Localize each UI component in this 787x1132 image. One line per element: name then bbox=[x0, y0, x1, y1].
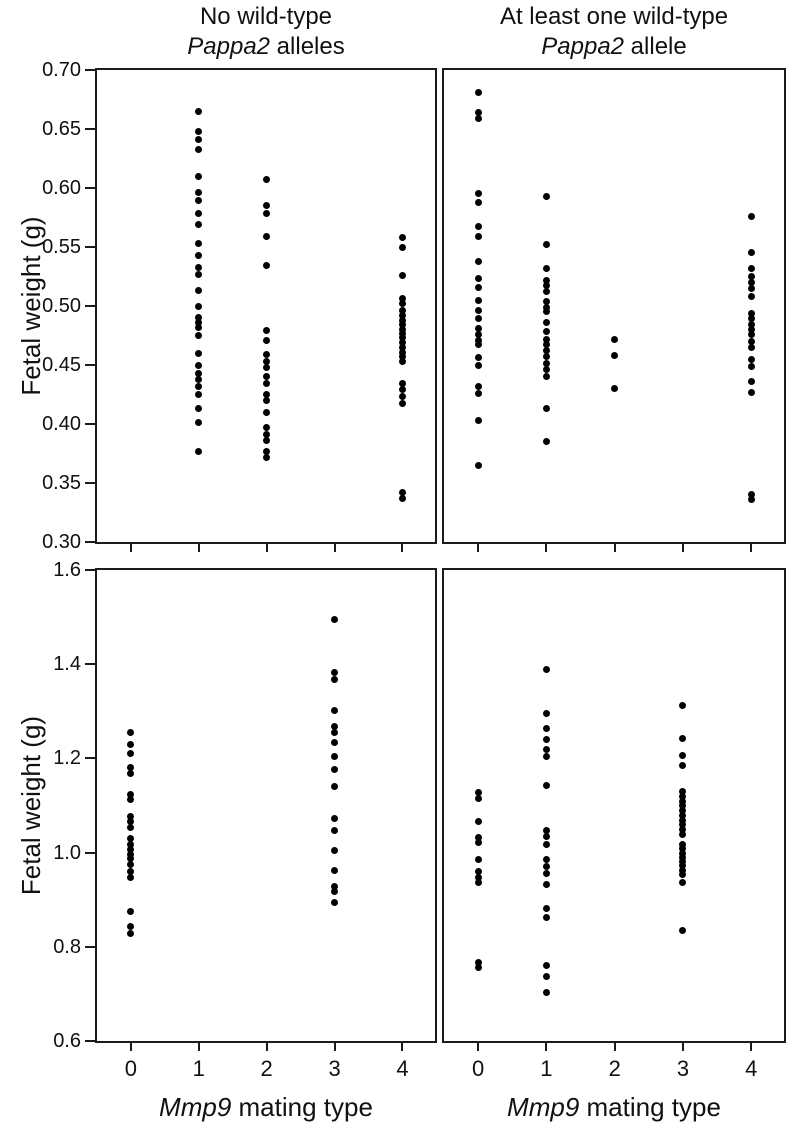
y-tick-label: 1.4 bbox=[53, 653, 81, 676]
data-point bbox=[475, 383, 482, 390]
data-point bbox=[331, 783, 338, 790]
data-point bbox=[748, 213, 755, 220]
y-tick bbox=[85, 541, 95, 543]
y-tick-label: 0.6 bbox=[53, 1030, 81, 1052]
data-point bbox=[543, 881, 550, 888]
data-point bbox=[127, 908, 134, 915]
y-tick-label: 0.50 bbox=[42, 295, 81, 317]
y-tick-label: 0.55 bbox=[42, 236, 81, 258]
y-tick-label: 1.2 bbox=[53, 747, 81, 770]
x-tick bbox=[477, 1043, 479, 1051]
data-point bbox=[543, 841, 550, 848]
y-tick bbox=[85, 69, 95, 71]
x-tick bbox=[545, 544, 547, 552]
pappa2-italic: Pappa2 bbox=[187, 33, 271, 60]
data-point bbox=[475, 199, 482, 206]
data-point bbox=[748, 389, 755, 396]
x-tick bbox=[266, 1043, 268, 1051]
y-tick-label: 0.65 bbox=[42, 118, 81, 140]
data-point bbox=[331, 707, 338, 714]
column-title-left-line1: No wild-type bbox=[199, 3, 333, 30]
x-tick bbox=[401, 544, 403, 552]
y-tick bbox=[85, 569, 95, 571]
data-point bbox=[475, 856, 482, 863]
data-point bbox=[543, 319, 550, 326]
y-tick-label: 0.45 bbox=[42, 354, 81, 376]
data-point bbox=[263, 351, 270, 358]
x-axis-label-right bbox=[442, 1092, 786, 1122]
x-tick bbox=[334, 1043, 336, 1051]
data-point bbox=[475, 839, 482, 846]
x-tick bbox=[198, 544, 200, 552]
data-point bbox=[263, 364, 270, 371]
data-point bbox=[263, 233, 270, 240]
data-point bbox=[475, 307, 482, 314]
y-tick-label: 0.35 bbox=[42, 472, 81, 494]
data-point bbox=[195, 362, 202, 369]
data-point bbox=[543, 962, 550, 969]
data-point bbox=[543, 405, 550, 412]
data-point bbox=[748, 356, 755, 363]
data-point bbox=[475, 233, 482, 240]
data-point bbox=[475, 115, 482, 122]
data-point bbox=[748, 344, 755, 351]
y-tick-label: 0.8 bbox=[53, 935, 81, 958]
x-tick-label: 2 bbox=[260, 1056, 273, 1081]
data-point bbox=[331, 753, 338, 760]
data-point bbox=[543, 863, 550, 870]
data-point bbox=[475, 284, 482, 291]
x-tick-label: 4 bbox=[396, 1056, 409, 1081]
x-tick-label: 0 bbox=[124, 1056, 138, 1081]
data-point bbox=[748, 363, 755, 370]
mmp9-italic: Mmp9 bbox=[507, 1092, 580, 1122]
x-tick bbox=[614, 544, 616, 552]
data-point bbox=[399, 272, 406, 279]
y-tick bbox=[85, 187, 95, 189]
y-tick bbox=[85, 1040, 95, 1042]
data-point bbox=[611, 336, 618, 343]
data-point bbox=[543, 973, 550, 980]
x-tick bbox=[198, 1043, 200, 1051]
data-point bbox=[475, 390, 482, 397]
pappa2-italic: Pappa2 bbox=[541, 33, 625, 60]
data-point bbox=[195, 146, 202, 153]
data-point bbox=[399, 495, 406, 502]
data-point bbox=[331, 766, 338, 773]
column-title-left bbox=[95, 2, 437, 62]
data-point bbox=[331, 867, 338, 874]
y-tick bbox=[85, 852, 95, 854]
x-tick bbox=[477, 544, 479, 552]
data-point bbox=[475, 462, 482, 469]
data-point bbox=[543, 782, 550, 789]
data-point bbox=[399, 358, 406, 365]
y-axis-label-top: Fetal weight (g) bbox=[16, 216, 46, 396]
data-point bbox=[331, 815, 338, 822]
data-point bbox=[195, 324, 202, 331]
y-tick-label: 0.30 bbox=[42, 531, 81, 553]
column-title-right bbox=[442, 2, 786, 62]
data-point bbox=[195, 448, 202, 455]
column-title-left-line2 bbox=[95, 32, 437, 62]
y-tick-label: 0.40 bbox=[42, 413, 81, 435]
column-title-right-line2-rest: allele bbox=[624, 33, 687, 60]
x-tick bbox=[750, 544, 752, 552]
y-tick bbox=[85, 128, 95, 130]
x-tick bbox=[266, 544, 268, 552]
x-tick bbox=[334, 544, 336, 552]
data-point bbox=[331, 729, 338, 736]
data-point bbox=[748, 293, 755, 300]
x-tick-label: 1 bbox=[192, 1056, 205, 1081]
data-point bbox=[543, 241, 550, 248]
data-point bbox=[543, 736, 550, 743]
data-point bbox=[399, 234, 406, 241]
data-point bbox=[543, 666, 550, 673]
x-tick-label: 3 bbox=[676, 1056, 690, 1081]
data-point bbox=[263, 337, 270, 344]
data-point bbox=[475, 190, 482, 197]
data-point bbox=[748, 285, 755, 292]
panel-row1-col0 bbox=[95, 568, 437, 1043]
data-point bbox=[475, 297, 482, 304]
x-axis-label-left-rest: mating type bbox=[231, 1092, 373, 1122]
data-point bbox=[543, 193, 550, 200]
data-point bbox=[263, 409, 270, 416]
column-title-left-line2-rest: alleles bbox=[270, 33, 345, 60]
data-point bbox=[195, 376, 202, 383]
x-tick bbox=[682, 544, 684, 552]
data-point bbox=[195, 383, 202, 390]
column-title-right-line2 bbox=[442, 32, 786, 62]
x-tick bbox=[130, 544, 132, 552]
data-point bbox=[475, 417, 482, 424]
data-point bbox=[263, 397, 270, 404]
x-tick bbox=[682, 1043, 684, 1051]
data-point bbox=[475, 795, 482, 802]
panel-row0-col1 bbox=[442, 68, 786, 544]
data-point bbox=[748, 331, 755, 338]
data-point bbox=[475, 89, 482, 96]
y-tick-label: 1.0 bbox=[53, 841, 81, 864]
data-point bbox=[195, 264, 202, 271]
y-tick bbox=[85, 482, 95, 484]
data-point bbox=[748, 265, 755, 272]
x-tick bbox=[750, 1043, 752, 1051]
x-tick bbox=[545, 1043, 547, 1051]
x-tick bbox=[130, 1043, 132, 1051]
data-point bbox=[399, 244, 406, 251]
data-point bbox=[748, 378, 755, 385]
y-tick bbox=[85, 663, 95, 665]
data-point bbox=[748, 496, 755, 503]
y-axis-label-bottom: Fetal weight (g) bbox=[16, 715, 46, 896]
data-point bbox=[263, 454, 270, 461]
x-tick-label: 4 bbox=[745, 1056, 758, 1081]
x-tick-label: 2 bbox=[608, 1056, 621, 1081]
x-tick-label: 3 bbox=[328, 1056, 341, 1081]
data-point bbox=[543, 833, 550, 840]
data-point bbox=[475, 258, 482, 265]
data-point bbox=[475, 879, 482, 886]
panel-row0-col0 bbox=[95, 68, 437, 544]
y-tick bbox=[85, 305, 95, 307]
data-point bbox=[475, 362, 482, 369]
data-point bbox=[331, 616, 338, 623]
data-point bbox=[543, 725, 550, 732]
data-point bbox=[331, 739, 338, 746]
data-point bbox=[543, 753, 550, 760]
x-tick bbox=[401, 1043, 403, 1051]
x-axis-label-left bbox=[95, 1092, 437, 1122]
y-tick bbox=[85, 246, 95, 248]
y-tick bbox=[85, 757, 95, 759]
data-point bbox=[543, 905, 550, 912]
data-point bbox=[195, 173, 202, 180]
panel-row1-col1 bbox=[442, 568, 786, 1043]
x-tick-label: 1 bbox=[540, 1056, 553, 1081]
y-tick bbox=[85, 946, 95, 948]
x-axis-label-right-rest: mating type bbox=[579, 1092, 721, 1122]
data-point bbox=[475, 275, 482, 282]
column-title-right-line1: At least one wild-type bbox=[499, 3, 729, 30]
y-tick bbox=[85, 364, 95, 366]
data-point bbox=[543, 265, 550, 272]
data-point bbox=[195, 271, 202, 278]
y-tick-label: 0.70 bbox=[42, 59, 81, 81]
data-point bbox=[195, 303, 202, 310]
data-point bbox=[475, 818, 482, 825]
x-tick bbox=[614, 1043, 616, 1051]
data-point bbox=[195, 350, 202, 357]
data-point bbox=[331, 676, 338, 683]
mmp9-italic: Mmp9 bbox=[159, 1092, 232, 1122]
y-tick-label: 1.6 bbox=[53, 559, 81, 581]
y-tick-label: 0.60 bbox=[42, 177, 81, 199]
x-tick-label: 0 bbox=[471, 1056, 485, 1081]
y-tick bbox=[85, 423, 95, 425]
data-point bbox=[543, 914, 550, 921]
data-point bbox=[543, 710, 550, 717]
